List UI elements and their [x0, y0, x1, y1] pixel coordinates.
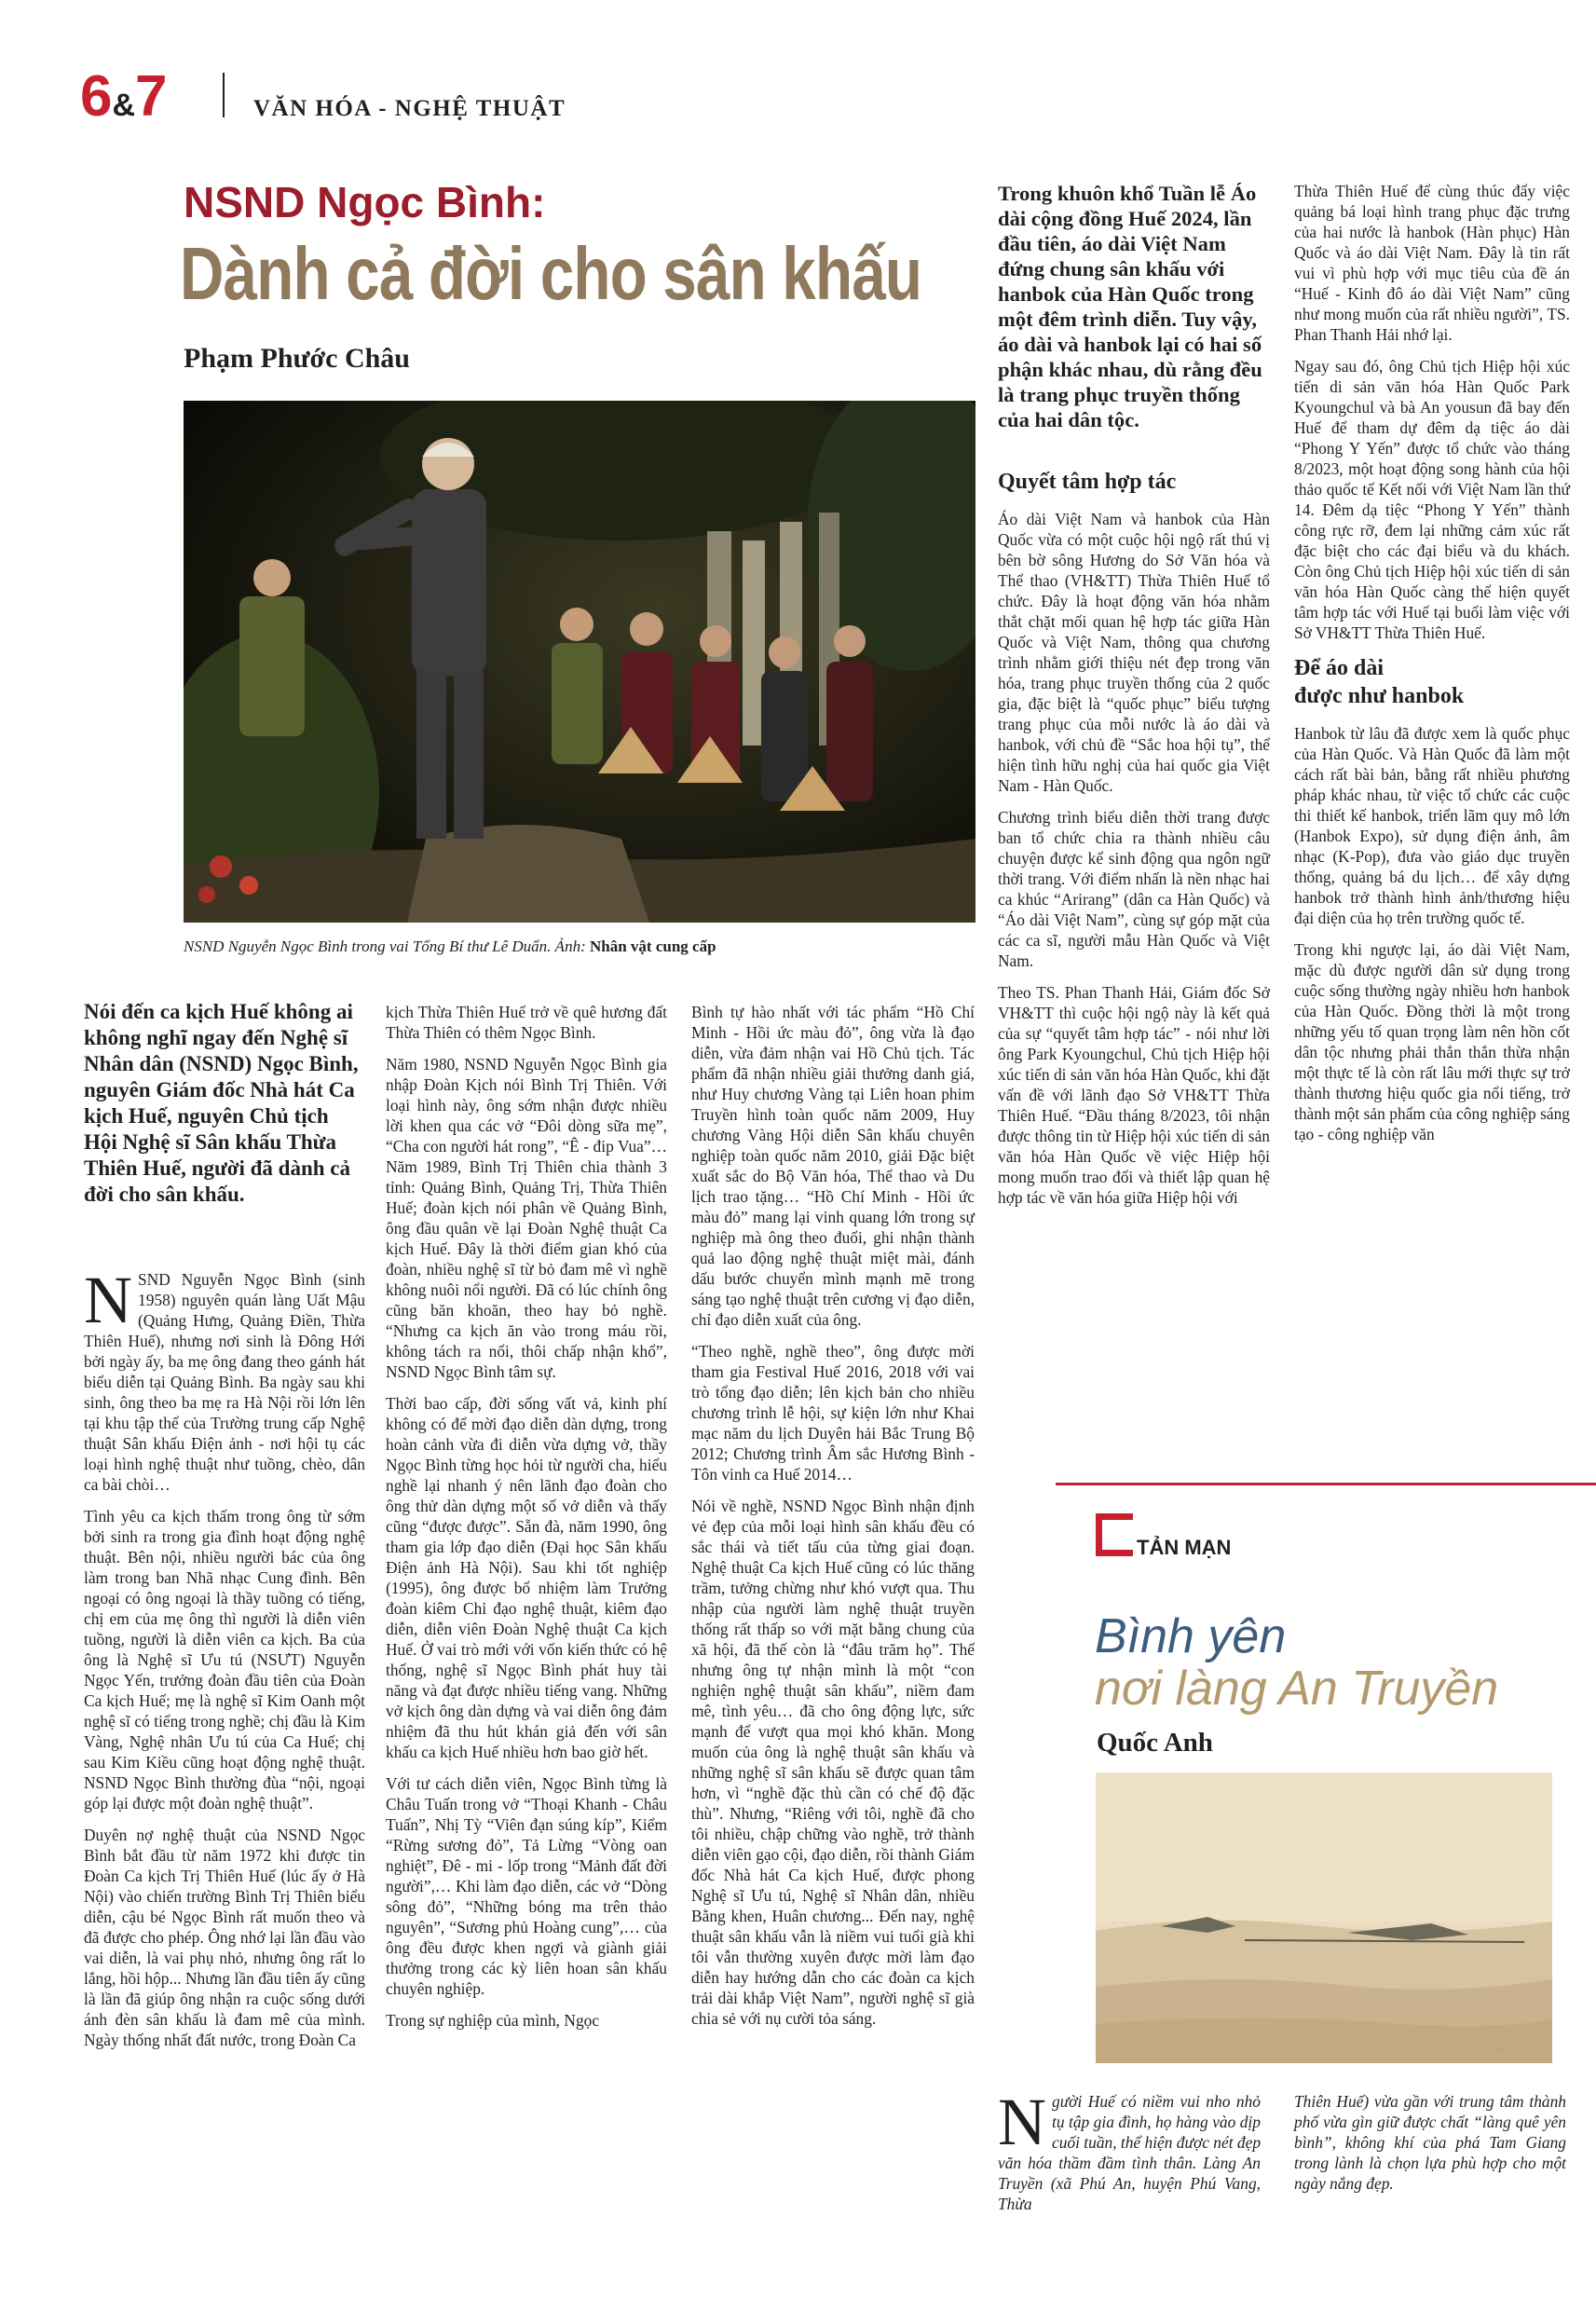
- paragraph: Với tư cách diễn viên, Ngọc Bình từng là Châu Tuấn trong vở “Thoại Khanh - Châu Tuấn”, Nhị Tỳ “Viên đạn súng kíp”, Kiểm “Rừng sương đỏ”, Tả Lừng “Vòng oan nghiệt”, Đê - mi - lốp trong “Mảnh đất đời người”,… Khi làm đạo diễn, các vở “Dòng sông đỏ”, “Những bóng ma trên thảo nguyên”, “Sương phủ Hoàng cung”,… của ông đều được khen ngợi và giành giải thưởng trong các kỳ liên hoan sân khấu chuyên nghiệp.: [386, 1774, 667, 1998]
- paragraph: Nói về nghề, NSND Ngọc Bình nhận định vẻ đẹp của mỗi loại hình sân khấu đều có sắc thái và tiết tấu của từng giai đoạn. Nghệ thuật Ca kịch Huế cũng có lúc thăng trầm, tưởng chừng như khó vượt qua. Thu nhập của người làm nghệ thuật truyền thống rất thấp so với mặt bằng chung của xã hội, đã thế còn là “đâu trăm họ”. Thế nhưng ông tự nhận mình là một “con nghiện nghệ thuật sân khấu”, niềm đam mê, tình yêu… đã cho ông động lực, sức mạnh để vượt qua mọi khó khăn. Mong muốn của ông là nghệ thuật sân khấu và những nghệ sĩ sân khấu sẽ được quan tâm hơn, vì “nghề đặc thù cần có chế độ đặc thù”. Nhưng, “Riêng với tôi, nghề đã cho tôi nhiều, chập chững vào nghề, trở thành diễn viên gạo cội, đạo diễn, rồi thành Giám đốc Nhà hát Ca kịch Huế, được phong Nghệ sĩ Ưu tú, Nghệ sĩ Nhân dân, nhiều Bằng khen, Huân chương... Đến nay, nghệ thuật sân khấu vẫn là niềm vui tuổi già khi tôi vẫn thường xuyên được mời làm đạo diễn hay hướng dẫn cho các đoàn ca kịch trải dài khắp Việt Nam”, người nghệ sĩ già chia sẻ với nụ cười tỏa sáng.: [691, 1497, 975, 2028]
- essay-title-line-2: nơi làng An Truyền: [1095, 1662, 1499, 1716]
- article-kicker: NSND Ngọc Bình:: [184, 178, 546, 226]
- paragraph: Năm 1980, NSND Nguyễn Ngọc Bình gia nhập Đoàn Kịch nói Bình Trị Thiên. Với loại hình này, ông sớm nhận được nhiều lời khen qua các vở “Đôi dòng sữa mẹ”, “Cha con người hát rong”, “Ê - đip Vua”… Năm 1989, Bình Trị Thiên chia thành 3 tỉnh: Quảng Bình, Quảng Trị, Thừa Thiên Huế; đoàn kịch nói phân về Quảng Bình, ông đầu quân về lại Đoàn Nghệ thuật Ca kịch Huế. Đây là thời điểm gian khó của đoàn, nhiều nghệ sĩ từ bỏ đam mê vì nghề không nuôi nổi người. Đã có lúc chính ông cũng băn khoăn, theo hay bỏ nghề. “Nhưng ca kịch ăn vào trong máu rồi, không tách ra nổi, thôi chấp nhận khổ”, NSND Ngọc Bình tâm sự.: [386, 1055, 667, 1381]
- paragraph: kịch Thừa Thiên Huế trở về quê hương đất Thừa Thiên có thêm Ngọc Bình.: [386, 1003, 667, 1042]
- paragraph: NSND Nguyễn Ngọc Bình (sinh 1958) nguyên quán làng Uất Mậu (Quảng Hưng, Quảng Điền, Thừa Thiên Huế), nhưng nơi sinh là Đông Hới bởi ngày ấy, ba mẹ ông đang theo gánh hát biểu diễn tại Quảng Bình. Ba ngày sau khi sinh, ông theo ba mẹ ra Hà Nội rồi lớn lên tại khu tập thể của Trường trung cấp Nghệ thuật Sân khấu Điện ảnh - nơi hội tụ các loại hình nghệ thuật như tuồng, chèo, dân ca bài chòi…: [84, 1263, 365, 1494]
- box-top-rule: [1056, 1483, 1596, 1485]
- stage-photo: [184, 401, 975, 923]
- paragraph: Áo dài Việt Nam và hanbok của Hàn Quốc vừa có một cuộc hội ngộ rất thú vị bên bờ sông Hương do Sở Văn hóa và Thể thao (VH&TT) Thừa Thiên Huế tổ chức. Đây là hoạt động văn hóa nhằm thắt chặt mối quan hệ hợp tác giữa Hàn Quốc và Việt Nam, thông qua chương trình nhằm giới thiệu nét đẹp trong văn hóa, trang phục truyền thống của 2 quốc gia, đặc biệt là “quốc phục” biểu tượng trang phục của mỗi nước là áo dài và hanbok, với chủ đề “Sắc hoa hội tụ”, thể hiện tình hữu nghị của hai quốc gia Việt Nam - Hàn Quốc.: [998, 510, 1270, 795]
- subheading: Quyết tâm hợp tác: [998, 470, 1177, 494]
- article2-lede: Trong khuôn khổ Tuần lễ Áo dài cộng đồng Huế 2024, lần đầu tiên, áo dài Việt Nam đứng chung sân khấu với hanbok của Hàn Quốc trong một đêm trình diễn. Tuy vậy, áo dài và hanbok lại có hai số phận khác nhau, dù rằng đều là trang phục truyền thống của hai dân tộc.: [998, 182, 1262, 431]
- paragraph: Chương trình biểu diễn thời trang được ban tổ chức chia ra thành nhiều câu chuyện được kể sinh động qua ngôn ngữ thời trang. Với điểm nhấn là nền nhạc hai ca khúc “Arirang” (dân ca Hàn Quốc) và “Áo dài Việt Nam”, cùng sự góp mặt của các ca sĩ, người mẫu Hàn Quốc và Việt Nam.: [998, 808, 1270, 970]
- photo-credit: Nhân vật cung cấp: [589, 937, 716, 955]
- page-number: 6&7: [80, 64, 168, 129]
- paragraph: Thừa Thiên Huế để cùng thúc đẩy việc quảng bá loại hình trang phục đặc trưng của hai nước là hanbok (Hàn phục) Hàn Quốc và áo dài Việt Nam. Đây là tin rất vui vì phù hợp với mục tiêu của đề án “Huế - Kinh đô áo dài Việt Nam” cũng như mong muốn của rất nhiều người”, TS. Phan Thanh Hải nhớ lại.: [1294, 182, 1570, 344]
- page-number-ampersand: &: [112, 88, 136, 123]
- article-lede: Nói đến ca kịch Huế không ai không nghĩ ngay đến Nghệ sĩ Nhân dân (NSND) Ngọc Bình, nguyên Giám đốc Nhà hát Ca kịch Huế, nguyên Chủ tịch Hội Nghệ sĩ Sân khấu Thừa Thiên Huế, người đã dành cả đời cho sân khấu.: [84, 1000, 359, 1206]
- paragraph: Hanbok từ lâu đã được xem là quốc phục của Hàn Quốc. Và Hàn Quốc đã làm một cách rất bài bản, bằng rất nhiều phương pháp khác nhau, từ việc tổ chức các cuộc thi thiết kế hanbok, triển lãm quy mô lớn (Hanbok Expo), sử dụng điện ảnh, âm nhạc (K-Pop), đưa vào giáo dục truyền thống, quảng bá du lịch… để xây dựng hanbok trở thành hình ảnh/thương hiệu đại diện của họ trên trường quốc tế.: [1294, 724, 1570, 927]
- article2-column-1: [998, 181, 1270, 1219]
- paragraph: “Theo nghề, nghề theo”, ông được mời tham gia Festival Huế 2016, 2018 với vai trò tổng đạo diễn; lên kịch bản cho nhiều chương trình lễ hội, sự kiện lớn như Khai mạc năm du lịch Duyên hải Bắc Trung Bộ 2012; Chương trình Âm sắc Hương Bình - Tôn vinh ca Huế 2014…: [691, 1342, 975, 1484]
- paragraph: Ngay sau đó, ông Chủ tịch Hiệp hội xúc tiến di sản văn hóa Hàn Quốc Park Kyoungchul và bà An yousun đã bay đến Huế để tham dự đêm dạ tiệc áo dài “Phong Y Yến” được tổ chức vào tháng 8/2023, một hoạt động song hành của hội thảo quốc tế Kết nối với Việt Nam lần thứ 14. Đêm dạ tiệc “Phong Y Yến” thành công rực rỡ, đem lại những cảm xúc rất đặc biệt cho các đại biểu và du khách. Còn ông Chủ tịch Hiệp hội xúc tiến di sản văn hóa Hàn Quốc càng thể hiện quyết tâm hợp tác với Huế tại buổi làm việc với Sở VH&TT Thừa Thiên Huế.: [1294, 357, 1570, 642]
- article2-column-2: [1294, 181, 1570, 1156]
- paragraph: Trong sự nghiệp của mình, Ngọc: [386, 2011, 600, 2030]
- tan-man-bracket-icon: [1096, 1513, 1133, 1556]
- essay-title-line-1: Bình yên: [1095, 1609, 1287, 1663]
- paragraph: Người Huế có niềm vui nho nhỏ tụ tập gia đình, họ hàng vào dịp cuối tuần, thể hiện được nét đẹp văn hóa thầm đầm tình thân. Làng An Truyền (xã Phú An, huyện Phú Vang, Thừa: [998, 2085, 1262, 2213]
- artist-signature: …: [1496, 2044, 1504, 2052]
- paragraph: Bình tự hào nhất với tác phẩm “Hồ Chí Minh - Hồi ức màu đỏ”, ông vừa là đạo diễn, vừa đảm nhận vai Hồ Chủ tịch. Tác phẩm đã nhận nhiều giải thưởng danh giá, như Huy chương Vàng tại Liên hoan phim Truyền hình toàn quốc năm 2009, Huy chương Vàng Hội diễn Sân khấu chuyên nghiệp toàn quốc năm 2010, giải Đặc biệt xuất sắc do Bộ Văn hóa, Thể thao và Du lịch trao tặng… “Hồ Chí Minh - Hồi ức màu đỏ” mang lại vinh quang lớn trong sự nghiệp mà ông theo đuổi, ghi nhận thành quả lao động nghệ thuật miệt mài, đánh dấu bước chuyển mình mạnh mẽ trong sáng tạo nghệ thuật trên cương vị đạo diễn, chỉ đạo diễn xuất của ông.: [691, 1003, 975, 1329]
- essay-column-1: [998, 2085, 1262, 2225]
- drop-cap: N: [998, 2085, 1046, 2159]
- paragraph: Thời bao cấp, đời sống vất vả, kinh phí không có để mời đạo diễn dàn dựng, trong hoàn cảnh vừa đi diễn vừa dựng vở, thầy Ngọc Bình từng học hỏi từ người cha, hiểu nghề lại nhanh ý nên lãnh đạo đoàn cho ông thử dàn dựng một số vở diễn và thấy cũng “được được”. Sẵn đà, năm 1990, ông tham gia lớp đạo diễn (Đại học Sân khấu Điện ảnh Hà Nội). Sau khi tốt nghiệp (1995), ông được bổ nhiệm làm Trưởng đoàn kiêm Chỉ đạo nghệ thuật, kiêm đạo diễn, diễn viên Đoàn Nghệ thuật Ca kịch Huế. Ở vai trò mới với vốn kiến thức có hệ thống, nghệ sĩ Ngọc Bình phát huy tài năng và đạt được nhiều tiếng vang. Những vở kịch ông dàn dựng và vai diễn ông đảm nhiệm đã thu hút khán giả đến với sân khấu ca kịch Huế nhiều hơn bao giờ hết.: [386, 1394, 667, 1761]
- paragraph: Thiên Huế) vừa gần với trung tâm thành phố vừa gìn giữ được chất “làng quê yên bình”, không khí của phá Tam Giang trong lành là chọn lựa phù hợp cho một ngày nắng đẹp.: [1294, 2092, 1566, 2193]
- essay-author: Quốc Anh: [1097, 1728, 1213, 1758]
- subheading: Để áo dài được như hanbok: [1294, 656, 1465, 708]
- lagoon-illustration: [1096, 1772, 1552, 2063]
- section-title: VĂN HÓA - NGHỆ THUẬT: [253, 96, 566, 121]
- article1-column-1: [84, 999, 365, 1219]
- paragraph: Theo TS. Phan Thanh Hải, Giám đốc Sở VH&TT thì cuộc hội ngộ này là kết quả của sự “quyết tâm hợp tác” - nói như lời ông Park Kyoungchul, Chủ tịch Hiệp hội xúc tiến di sản văn hóa Hàn Quốc, khi đặt vấn đề với lãnh đạo Sở VH&TT Thừa Thiên Huế. “Đầu tháng 8/2023, tôi nhận được thông tin từ Hiệp hội xúc tiến di sản văn hóa Hàn Quốc về việc Hiệp hội mong muốn trao đổi và thiết lập quan hệ hợp tác về văn hóa giữa Hiệp hội với: [998, 983, 1270, 1207]
- article1-column-2: [386, 1002, 667, 2042]
- paragraph: Duyên nợ nghệ thuật của NSND Ngọc Bình bắt đầu từ năm 1972 khi được tin Đoàn Ca kịch Trị Thiên Huế (lúc ấy ở Hà Nội) vào chiến trường Bình Trị Thiên biểu diễn, cậu bé Ngọc Bình rất muốn theo và đã được cho phép. Ông nhớ lại lần đầu vào vai diễn, là vai phụ nhỏ, nhưng ông rất lo lắng, hồi hộp... Nhưng lần đầu tiên ấy cũng là lần đã giúp ông nhận ra cuộc sống dưới ánh đèn sân khấu là đam mê của mình. Ngày thống nhất đất nước, trong Đoàn Ca: [84, 1826, 365, 2049]
- article-author: Phạm Phước Châu: [184, 343, 410, 374]
- photo-caption: NSND Nguyễn Ngọc Bình trong vai Tổng Bí thư Lê Duẩn. Ảnh: Nhân vật cung cấp: [184, 937, 716, 955]
- column-label: TẢN MẠN: [1137, 1536, 1232, 1559]
- article1-column-3: [691, 1002, 975, 2040]
- essay-column-2: [1294, 2091, 1566, 2205]
- article1-column-1-body: [84, 1263, 365, 2061]
- paragraph: Trong khi ngược lại, áo dài Việt Nam, mặc dù được người dân sử dụng trong cuộc sống thường ngày nhiều hơn hanbok của Hàn Quốc. Đồng thời là một trong những yếu tố quan trọng làm nên hồn cốt dân tộc nhưng phải thẳn thắn thừa nhận một thực tế là còn rất lâu mới thực sự trở thành thương hiệu quốc gia nổi tiếng, trở thành một sản phẩm của công nghiệp sáng tạo - công nghiệp văn: [1294, 940, 1570, 1143]
- header-divider: [223, 73, 225, 117]
- paragraph: Tình yêu ca kịch thấm trong ông từ sớm bởi sinh ra trong gia đình hoạt động nghệ thuật. Bên nội, nhiều người bác của ông làm trong ban Nhã nhạc Cung đình. Bên ngoại có ông ngoại là thầy tuồng có tiếng, chị em của mẹ ông thì người là diễn viên tuồng, người là diễn viên ca kịch. Ba của ông là Nghệ sĩ Ưu tú (NSƯT) Nguyễn Ngọc Yến, trưởng đoàn đầu tiên của Đoàn Ca kịch Huế; mẹ là nghệ sĩ Kim Oanh một nghệ sĩ có tiếng trong nghề; chị đầu là Kim Vàng, Nghệ nhân Ưu tú của Ca Huế; chị sau Kim Kiều cũng hoạt động nghệ thuật. NSND Ngọc Bình thường đùa “nội, ngoại góp lại được một đoàn nghệ thuật”.: [84, 1507, 365, 1813]
- stage-photo-illustration: [184, 401, 975, 923]
- article-headline: Dành cả đời cho sân khấu: [180, 232, 922, 315]
- drop-cap: N: [84, 1263, 132, 1337]
